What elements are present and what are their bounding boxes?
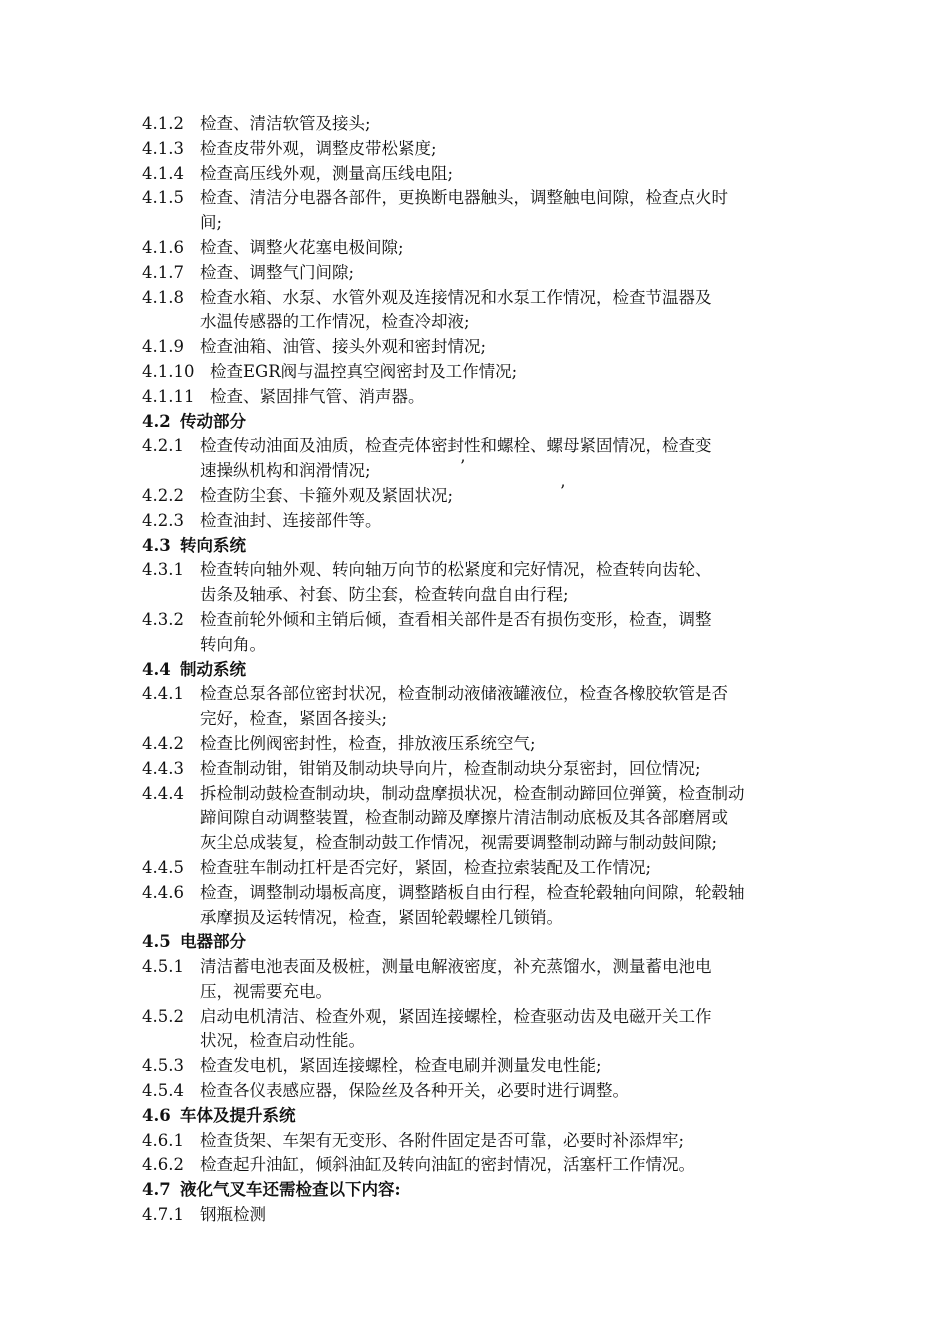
item-text: 状况，检查启动性能。 bbox=[200, 1031, 365, 1051]
item-text: 钢瓶检测 bbox=[200, 1205, 266, 1225]
item-number: 4.3.2 bbox=[142, 609, 184, 629]
item-text: 检查传动油面及油质，检查壳体密封性和螺栓、螺母紧固情况，检查变 bbox=[200, 436, 712, 456]
item-number: 4.1.4 bbox=[142, 163, 184, 183]
item-number: 4.6.2 bbox=[142, 1155, 184, 1175]
item-number: 4.1.6 bbox=[142, 237, 184, 257]
list-item bbox=[142, 1079, 818, 1104]
item-text: 检查皮带外观，调整皮带松紧度; bbox=[200, 138, 437, 158]
item-number: 4.4.5 bbox=[142, 857, 184, 877]
item-number: 4.1.10 bbox=[142, 361, 195, 381]
item-text: 检查转向轴外观、转向轴万向节的松紧度和完好情况，检查转向齿轮、 bbox=[200, 560, 712, 580]
section-title: 传动部分 bbox=[180, 411, 246, 431]
item-number: 4.4.2 bbox=[142, 733, 184, 753]
item-text: 水温传感器的工作情况，检查冷却液; bbox=[200, 312, 470, 332]
item-continuation bbox=[142, 806, 818, 831]
item-text: 检查，调整制动塌板高度，调整踏板自由行程，检查轮毂轴向间隙，轮毂轴 bbox=[200, 882, 745, 902]
item-number: 4.1.11 bbox=[142, 386, 195, 406]
item-text: 齿条及轴承、衬套、防尘套，检查转向盘自由行程; bbox=[200, 585, 569, 605]
item-continuation bbox=[142, 633, 818, 658]
item-text: 检查、调整气门间隙; bbox=[200, 262, 355, 282]
item-text: 承摩损及运转情况，检查，紧固轮毂螺栓几锁销。 bbox=[200, 907, 563, 927]
item-number: 4.4.6 bbox=[142, 882, 184, 902]
list-item bbox=[142, 1005, 818, 1030]
item-number: 4.3.1 bbox=[142, 560, 184, 580]
list-item bbox=[142, 286, 818, 311]
item-text: 检查、清洁分电器各部件，更换断电器触头，调整触电间隙，检查点火时 bbox=[200, 188, 728, 208]
item-text: 间; bbox=[200, 213, 223, 233]
section-number: 4.7 bbox=[142, 1180, 171, 1200]
list-item bbox=[142, 1054, 818, 1079]
list-item bbox=[142, 856, 818, 881]
item-text: 检查、紧固排气管、消声器。 bbox=[210, 386, 425, 406]
list-item bbox=[142, 1203, 818, 1228]
list-item bbox=[142, 682, 818, 707]
item-text: 蹄间隙自动调整装置，检查制动蹄及摩擦片清洁制动底板及其各部磨屑或 bbox=[200, 808, 728, 828]
item-continuation bbox=[142, 583, 818, 608]
section-heading bbox=[142, 930, 818, 955]
list-item bbox=[142, 1153, 818, 1178]
section-heading bbox=[142, 1104, 818, 1129]
item-number: 4.4.3 bbox=[142, 758, 184, 778]
item-continuation bbox=[142, 211, 818, 236]
item-text: 检查油箱、油管、接头外观和密封情况; bbox=[200, 337, 487, 357]
section-number: 4.2 bbox=[142, 411, 171, 431]
item-number: 4.1.7 bbox=[142, 262, 184, 282]
item-text: 检查总泵各部位密封状况，检查制动液储液罐液位，检查各橡胶软管是否 bbox=[200, 684, 728, 704]
list-item bbox=[142, 162, 818, 187]
item-number: 4.5.4 bbox=[142, 1081, 184, 1101]
section-title: 电器部分 bbox=[180, 932, 246, 952]
section-title: 车体及提升系统 bbox=[180, 1105, 296, 1125]
list-item bbox=[142, 509, 818, 534]
section-heading bbox=[142, 658, 818, 683]
section-heading bbox=[142, 410, 818, 435]
item-text: 启动电机清洁、检查外观，紧固连接螺栓，检查驱动齿及电磁开关工作 bbox=[200, 1006, 712, 1026]
list-item bbox=[142, 881, 818, 906]
item-text: 灰尘总成装复，检查制动鼓工作情况，视需要调整制动蹄与制动鼓间隙; bbox=[200, 833, 718, 853]
item-number: 4.1.2 bbox=[142, 114, 184, 133]
section-number: 4.4 bbox=[142, 659, 171, 679]
section-heading bbox=[142, 534, 818, 559]
item-text: 检查EGR阀与温控真空阀密封及工作情况; bbox=[210, 361, 518, 381]
item-number: 4.2.2 bbox=[142, 485, 184, 505]
item-number: 4.1.8 bbox=[142, 287, 184, 307]
item-continuation bbox=[142, 1029, 818, 1054]
item-text: 检查比例阀密封性，检查，排放液压系统空气; bbox=[200, 733, 536, 753]
item-text: 检查油封、连接部件等。 bbox=[200, 510, 382, 530]
item-number: 4.4.1 bbox=[142, 684, 184, 704]
item-text: 检查各仪表感应器，保险丝及各种开关，必要时进行调整。 bbox=[200, 1081, 629, 1101]
section-number: 4.3 bbox=[142, 535, 171, 555]
section-title: 转向系统 bbox=[180, 535, 246, 555]
item-text: 检查货架、车架有无变形、各附件固定是否可靠，必要时补添焊牢; bbox=[200, 1130, 685, 1150]
item-continuation bbox=[142, 831, 818, 856]
item-text: 清洁蓄电池表面及极桩，测量电解液密度，补充蒸馏水，测量蓄电池电 bbox=[200, 957, 712, 977]
list-item bbox=[142, 955, 818, 980]
item-text: 检查前轮外倾和主销后倾，查看相关部件是否有损伤变形，检查，调整 bbox=[200, 609, 712, 629]
item-number: 4.1.5 bbox=[142, 188, 184, 208]
item-number: 4.1.3 bbox=[142, 138, 184, 158]
list-item bbox=[142, 137, 818, 162]
item-number: 4.5.2 bbox=[142, 1006, 184, 1026]
list-item bbox=[142, 186, 818, 211]
item-text: 检查、调整火花塞电极间隙; bbox=[200, 237, 404, 257]
item-text: 检查水箱、水泵、水管外观及连接情况和水泵工作情况，检查节温器及 bbox=[200, 287, 712, 307]
item-text: 检查高压线外观，测量高压线电阻; bbox=[200, 163, 454, 183]
stray-mark: ’ bbox=[460, 457, 466, 477]
list-item bbox=[142, 732, 818, 757]
list-item bbox=[142, 236, 818, 261]
list-item bbox=[142, 558, 818, 583]
item-continuation bbox=[142, 980, 818, 1005]
list-item bbox=[142, 434, 818, 459]
list-item bbox=[142, 782, 818, 807]
item-number: 4.4.4 bbox=[142, 783, 184, 803]
item-number: 4.5.3 bbox=[142, 1056, 184, 1076]
section-title: 制动系统 bbox=[180, 659, 246, 679]
document-body bbox=[142, 112, 818, 1228]
list-item bbox=[142, 360, 818, 385]
item-text: 检查制动钳，钳销及制动块导向片，检查制动块分泵密封，回位情况; bbox=[200, 758, 701, 778]
list-item bbox=[142, 335, 818, 360]
section-title: 液化气叉车还需检查以下内容: bbox=[180, 1180, 401, 1200]
item-text: 检查起升油缸，倾斜油缸及转向油缸的密封情况，活塞杆工作情况。 bbox=[200, 1155, 695, 1175]
item-text: 完好，检查，紧固各接头; bbox=[200, 709, 388, 729]
item-continuation bbox=[142, 707, 818, 732]
list-item bbox=[142, 385, 818, 410]
list-item bbox=[142, 1129, 818, 1154]
section-number: 4.5 bbox=[142, 932, 171, 952]
item-continuation bbox=[142, 459, 818, 484]
item-number: 4.6.1 bbox=[142, 1130, 184, 1150]
item-number: 4.7.1 bbox=[142, 1205, 184, 1225]
item-text: 检查发电机，紧固连接螺栓，检查电刷并测量发电性能; bbox=[200, 1056, 602, 1076]
item-text: 检查、清洁软管及接头; bbox=[200, 114, 371, 133]
list-item bbox=[142, 112, 818, 137]
item-continuation bbox=[142, 906, 818, 931]
list-item bbox=[142, 481, 818, 509]
item-text: 拆检制动鼓检查制动块，制动盘摩损状况，检查制动蹄回位弹簧，检查制动 bbox=[200, 783, 745, 803]
list-item bbox=[142, 757, 818, 782]
section-heading bbox=[142, 1178, 818, 1203]
item-text: 速操纵机构和润滑情况; bbox=[200, 461, 371, 481]
item-number: 4.2.3 bbox=[142, 510, 184, 530]
item-text: 检查防尘套、卡箍外观及紧固状况; bbox=[200, 485, 454, 505]
item-text: 检查驻车制动扛杆是否完好，紧固，检查拉索装配及工作情况; bbox=[200, 857, 652, 877]
list-item bbox=[142, 261, 818, 286]
section-number: 4.6 bbox=[142, 1105, 171, 1125]
item-text: 转向角。 bbox=[200, 634, 266, 654]
item-continuation bbox=[142, 310, 818, 335]
item-text: 压，视需要充电。 bbox=[200, 981, 332, 1001]
list-item bbox=[142, 608, 818, 633]
item-number: 4.5.1 bbox=[142, 957, 184, 977]
stray-mark: ’ bbox=[560, 481, 566, 501]
item-number: 4.1.9 bbox=[142, 337, 184, 357]
item-number: 4.2.1 bbox=[142, 436, 184, 456]
